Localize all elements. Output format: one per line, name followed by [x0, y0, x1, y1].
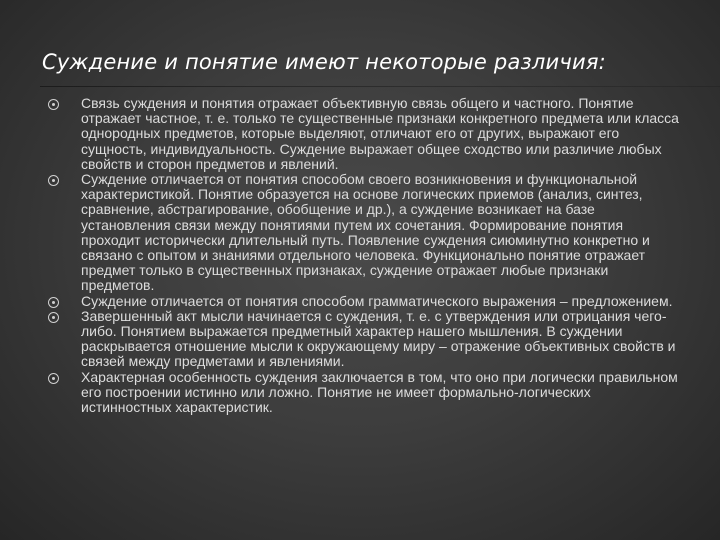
slide-title: Суждение и понятие имеют некоторые различия:	[42, 50, 606, 74]
list-item	[44, 172, 684, 294]
list-item-text: Суждение отличается от понятия способом своего возникновения и функциональной характеристикой. Понятие образуется на основе логических приемов (анализ, синтез, сравнение, абстрагирование, обобщение и др.), а суждение возникает на базе установления связи между понятиями путем их сочетания. Формирование понятия проходит исторически длительный путь. Появление суждения сиюминутно конкретно и связано с опытом и знаниями отдельного человека. Функционально понятие отражает предмет только в существенных признаках, суждение отражает любые признаки предметов.	[81, 171, 650, 294]
list-item	[44, 294, 684, 309]
list-item	[44, 96, 684, 172]
circle-bullet-icon	[48, 175, 59, 186]
circle-bullet-icon	[48, 373, 59, 384]
list-item-text: Суждение отличается от понятия способом грамматического выражения – предложением.	[81, 292, 673, 309]
list-item-text: Завершенный акт мысли начинается с суждения, т. е. с утверждения или отрицания чего-либо. Понятием выражается предметный характер нашего мышления. В суждении раскрывается отношение мысли к окружающему миру – отражение объективных свойств и связей между предметами и явлениями.	[81, 307, 676, 370]
list-item	[44, 309, 684, 370]
list-item-text: Характерная особенность суждения заключается в том, что оно при логически правильном его построении истинно или ложно. Понятие не имеет формально-логических истинностных характеристик.	[81, 368, 678, 416]
list-item	[44, 370, 684, 416]
circle-bullet-icon	[48, 312, 59, 323]
circle-bullet-icon	[48, 297, 59, 308]
list-item-text: Связь суждения и понятия отражает объективную связь общего и частного. Понятие отражает частное, т. е. только те существенные признаки конкретного предмета или класса однородных предметов, которые выделяют, отличают его от других, выражают его сущность, индивидуальность. Суждение выражает общее сходство или различие любых свойств и сторон предметов и явлений.	[81, 95, 679, 172]
title-divider	[40, 86, 720, 87]
circle-bullet-icon	[48, 99, 59, 110]
bullet-list	[44, 96, 684, 415]
